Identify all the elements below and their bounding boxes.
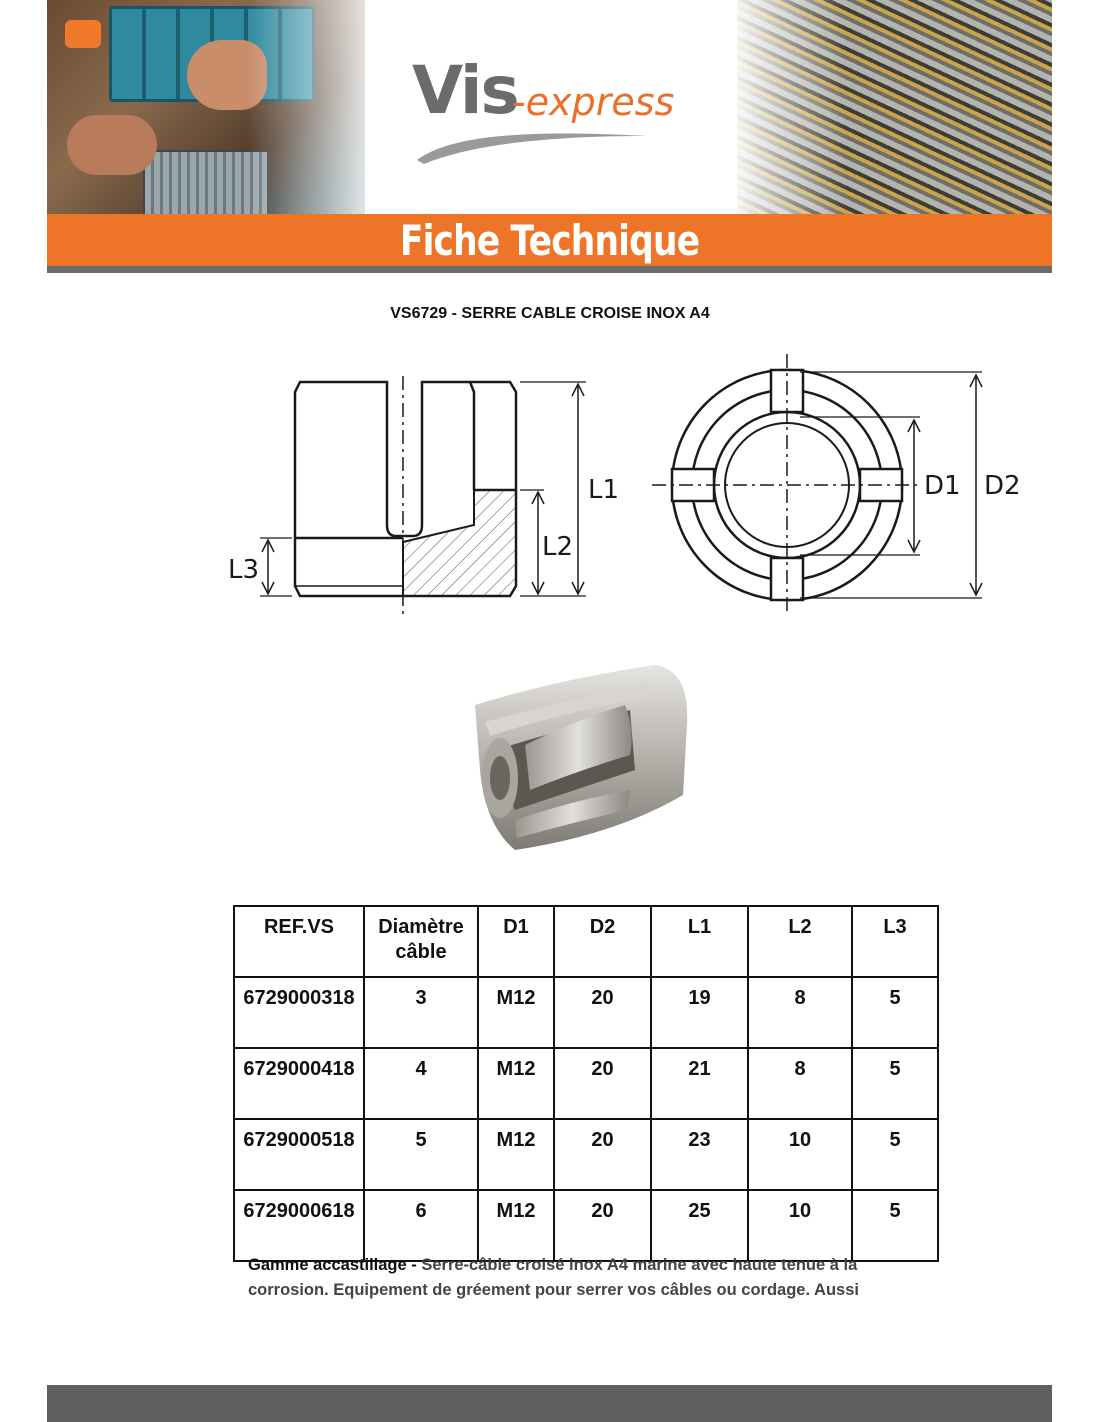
table-cell: 25: [651, 1190, 748, 1261]
ref-cell: 6729000518: [234, 1119, 364, 1190]
table-cell: 20: [554, 1048, 651, 1119]
hand-image: [67, 115, 157, 175]
ref-cell: 6729000318: [234, 977, 364, 1048]
label-l1: L1: [588, 475, 620, 505]
table-cell: M12: [478, 977, 554, 1048]
dimension-drawing: [220, 350, 1040, 625]
product-photo: [455, 650, 695, 880]
table-cell: M12: [478, 1048, 554, 1119]
label-l2: L2: [542, 532, 574, 562]
table-cell: 10: [748, 1190, 852, 1261]
photo-fade: [727, 0, 847, 214]
table-cell: 5: [364, 1119, 478, 1190]
label-d2: D2: [984, 471, 1021, 501]
table-cell: 19: [651, 977, 748, 1048]
table-cell: 20: [554, 1119, 651, 1190]
technical-drawing: [220, 350, 1040, 625]
table-cell: M12: [478, 1119, 554, 1190]
table-cell: 6: [364, 1190, 478, 1261]
logo-swoosh-icon: [412, 126, 652, 166]
table-cell: 23: [651, 1119, 748, 1190]
specs-table: [233, 905, 939, 1262]
product-description: [248, 1253, 938, 1303]
title-bar: [47, 214, 1052, 266]
table-cell: 10: [748, 1119, 852, 1190]
table-cell: 5: [852, 977, 938, 1048]
table-cell: 5: [852, 1190, 938, 1261]
ref-cell: 6729000618: [234, 1190, 364, 1261]
table-row: [234, 1190, 938, 1261]
cable-clamp-image: [455, 650, 695, 880]
column-header: D1: [478, 906, 554, 977]
table-cell: 20: [554, 1190, 651, 1261]
column-header: REF.VS: [234, 906, 364, 977]
column-header: L2: [748, 906, 852, 977]
logo-brand-suffix: -express: [512, 80, 675, 124]
table-header-row: [234, 906, 938, 977]
table-cell: 20: [554, 977, 651, 1048]
table-cell: 5: [852, 1048, 938, 1119]
column-header: D2: [554, 906, 651, 977]
table-cell: M12: [478, 1190, 554, 1261]
header-banner: [47, 0, 1052, 214]
photo-fade: [247, 0, 387, 214]
side-view: [260, 376, 586, 618]
page-title: Fiche Technique: [399, 215, 700, 265]
logo-brand-main: Vis: [412, 52, 518, 129]
table-row: [234, 977, 938, 1048]
table-row: [234, 1119, 938, 1190]
tape-measure-image: [65, 20, 101, 48]
table-cell: 21: [651, 1048, 748, 1119]
vis-express-logo: [412, 52, 712, 172]
description-lead: Gamme accastillage -: [248, 1256, 422, 1274]
description-text: Serre-câble croisé inox A4 marine avec haute tenue à la corrosion. Equipement de gréement pour serrer vos câbles ou cordage. Aussi: [248, 1256, 859, 1299]
table-cell: 8: [748, 1048, 852, 1119]
table-cell: 4: [364, 1048, 478, 1119]
product-title: VS6729 - SERRE CABLE CROISE INOX A4: [390, 305, 710, 322]
table-row: [234, 1048, 938, 1119]
table-cell: 5: [852, 1119, 938, 1190]
label-l3: L3: [228, 555, 260, 585]
footer-bar: [47, 1385, 1052, 1422]
column-header: L1: [651, 906, 748, 977]
table-cell: 8: [748, 977, 852, 1048]
column-header: Diamètre câble: [364, 906, 478, 977]
column-header: L3: [852, 906, 938, 977]
ref-cell: 6729000418: [234, 1048, 364, 1119]
title-bar-shadow: [47, 266, 1052, 273]
label-d1: D1: [924, 471, 961, 501]
table-cell: 3: [364, 977, 478, 1048]
